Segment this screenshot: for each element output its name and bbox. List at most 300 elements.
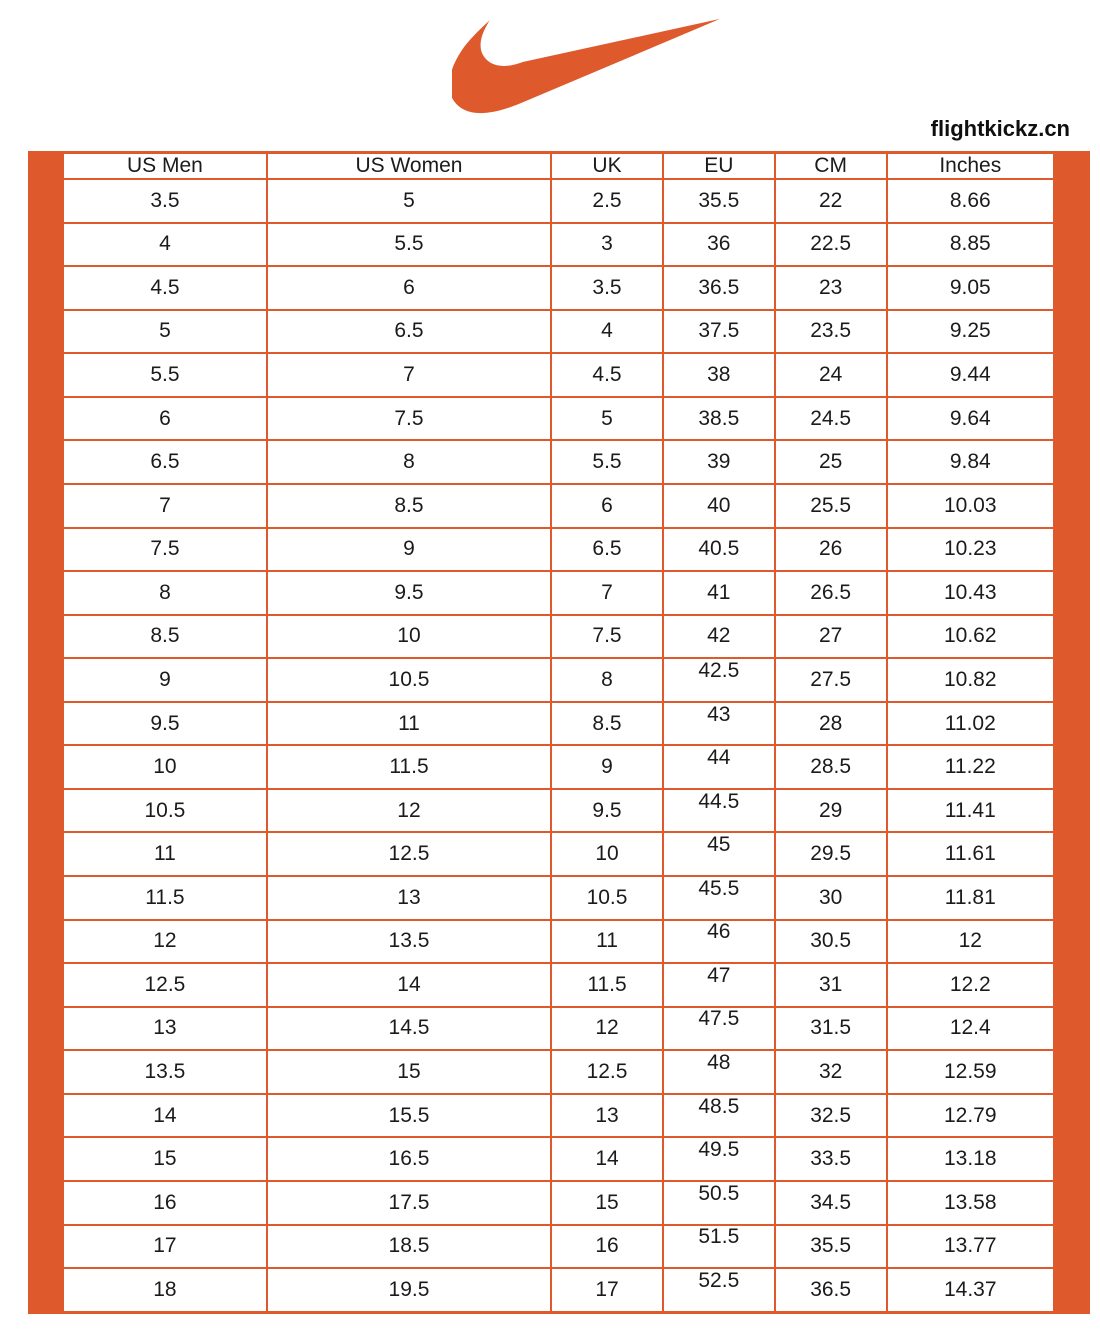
table-row: [63, 963, 1055, 1007]
table-cell: [551, 789, 663, 833]
table-cell: [887, 571, 1055, 615]
cell-value: 6.5: [592, 537, 622, 561]
table-cell: [63, 1268, 267, 1312]
cell-value: 29: [818, 798, 843, 822]
cell-value: 13: [397, 885, 421, 909]
table-row: [63, 1007, 1055, 1051]
cell-value: 14: [595, 1147, 619, 1171]
cell-value: 9.05: [949, 275, 991, 299]
cell-value: 9.5: [150, 711, 180, 735]
cell-value: 7: [601, 580, 613, 604]
cell-value: 9.5: [592, 798, 622, 822]
table-cell: [63, 484, 267, 528]
table-row: [63, 1137, 1055, 1181]
table-cell: [267, 876, 551, 920]
table-cell: [63, 1050, 267, 1094]
cell-value: 11.5: [389, 755, 429, 779]
table-cell: [887, 397, 1055, 441]
table-cell: [775, 310, 887, 354]
table-cell: [663, 397, 775, 441]
cell-value: 7.5: [150, 537, 180, 561]
cell-value: 44: [707, 746, 731, 770]
header-row: [63, 153, 1055, 180]
table-row: [63, 615, 1055, 659]
table-cell: [551, 1050, 663, 1094]
cell-value: 22: [818, 188, 843, 212]
table-cell: [63, 266, 267, 310]
cell-value: 27.5: [810, 667, 852, 691]
cell-value: 43: [707, 702, 731, 726]
table-cell: [63, 179, 267, 223]
table-cell: [775, 179, 887, 223]
table-cell: [267, 179, 551, 223]
cell-value: 13.77: [943, 1234, 997, 1258]
size-conversion-table: [61, 151, 1056, 1314]
cell-value: 15: [595, 1190, 619, 1214]
table-cell: [267, 1268, 551, 1312]
table-cell: [775, 702, 887, 746]
cell-value: 14.37: [943, 1278, 997, 1302]
cell-value: 14.5: [388, 1016, 430, 1040]
cell-value: 5.5: [592, 450, 622, 474]
table-cell: [887, 876, 1055, 920]
table-cell: [775, 615, 887, 659]
cell-value: 40.5: [698, 537, 740, 561]
table-cell: [63, 528, 267, 572]
cell-value: 4.5: [592, 363, 622, 387]
cell-value: 8: [601, 667, 613, 691]
cell-value: 11.61: [944, 842, 996, 866]
table-cell: [887, 1181, 1055, 1225]
cell-value: 10.82: [943, 667, 997, 691]
nike-swoosh-path: [452, 19, 720, 113]
column-header-eu: EU: [663, 153, 775, 180]
column-header-us-men: US Men: [63, 153, 267, 180]
table-cell: [267, 1225, 551, 1269]
table-cell: [551, 223, 663, 267]
cell-value: 47: [707, 963, 731, 987]
table-cell: [775, 1094, 887, 1138]
table-cell: [663, 528, 775, 572]
table-cell: [267, 702, 551, 746]
table-cell: [775, 571, 887, 615]
cell-value: 6.5: [394, 319, 424, 343]
cell-value: 13.18: [943, 1147, 997, 1171]
table-cell: [775, 440, 887, 484]
cell-value: 12.79: [943, 1103, 997, 1127]
table-cell: [663, 1181, 775, 1225]
table-row: [63, 1094, 1055, 1138]
cell-value: 5: [159, 319, 171, 343]
table-cell: [551, 1225, 663, 1269]
table-cell: [551, 1268, 663, 1312]
cell-value: 10.23: [943, 537, 997, 561]
table-cell: [887, 528, 1055, 572]
table-cell: [887, 223, 1055, 267]
cell-value: 3: [601, 232, 613, 256]
cell-value: 48.5: [698, 1094, 740, 1118]
table-cell: [551, 745, 663, 789]
cell-value: 48: [707, 1051, 731, 1075]
table-cell: [63, 1181, 267, 1225]
table-cell: [887, 963, 1055, 1007]
cell-value: 25: [818, 450, 843, 474]
cell-value: 12.4: [949, 1016, 991, 1040]
table-cell: [551, 571, 663, 615]
table-cell: [267, 484, 551, 528]
table-cell: [663, 179, 775, 223]
table-cell: [551, 440, 663, 484]
table-cell: [887, 1050, 1055, 1094]
cell-value: 32: [818, 1060, 843, 1084]
table-cell: [775, 658, 887, 702]
cell-value: 10: [153, 755, 177, 779]
cell-value: 9.44: [949, 363, 991, 387]
cell-value: 50.5: [698, 1181, 740, 1205]
table-cell: [663, 1007, 775, 1051]
right-accent-bar: [1056, 151, 1090, 1314]
cell-value: 8.5: [592, 711, 622, 735]
table-cell: [887, 1225, 1055, 1269]
table-cell: [267, 1094, 551, 1138]
table-cell: [887, 310, 1055, 354]
cell-value: 17: [595, 1278, 619, 1302]
cell-value: 10: [595, 842, 619, 866]
cell-value: 6: [403, 275, 415, 299]
table-cell: [551, 963, 663, 1007]
cell-value: 36.5: [698, 275, 740, 299]
table-cell: [551, 702, 663, 746]
cell-value: 18.5: [388, 1234, 430, 1258]
table-cell: [63, 1094, 267, 1138]
table-row: [63, 658, 1055, 702]
table-cell: [887, 353, 1055, 397]
table-cell: [775, 1050, 887, 1094]
table-cell: [551, 615, 663, 659]
table-cell: [267, 1050, 551, 1094]
table-cell: [775, 484, 887, 528]
cell-value: 36: [707, 232, 731, 256]
table-cell: [775, 528, 887, 572]
cell-value: 17.5: [388, 1190, 430, 1214]
cell-value: 16: [595, 1234, 619, 1258]
table-cell: [267, 223, 551, 267]
table-cell: [663, 876, 775, 920]
size-chart-band: [28, 151, 1090, 1314]
table-cell: [63, 440, 267, 484]
cell-value: 14: [397, 972, 421, 996]
cell-value: 7: [403, 363, 415, 387]
table-row: [63, 1181, 1055, 1225]
cell-value: 26.5: [810, 580, 852, 604]
table-cell: [63, 920, 267, 964]
table-cell: [63, 658, 267, 702]
cell-value: 8.5: [394, 493, 424, 517]
table-row: [63, 310, 1055, 354]
cell-value: 45.5: [698, 876, 740, 900]
cell-value: 5: [403, 188, 415, 212]
table-cell: [887, 484, 1055, 528]
cell-value: 11: [596, 929, 618, 953]
cell-value: 33.5: [810, 1147, 852, 1171]
table-row: [63, 876, 1055, 920]
table-cell: [267, 832, 551, 876]
cell-value: 11.41: [944, 798, 996, 822]
cell-value: 12: [595, 1016, 619, 1040]
table-row: [63, 832, 1055, 876]
table-cell: [663, 1268, 775, 1312]
table-cell: [663, 440, 775, 484]
cell-value: 3.5: [150, 188, 180, 212]
table-cell: [663, 615, 775, 659]
table-cell: [887, 832, 1055, 876]
table-cell: [63, 353, 267, 397]
table-cell: [887, 920, 1055, 964]
table-cell: [887, 789, 1055, 833]
cell-value: 24.5: [810, 406, 852, 430]
table-row: [63, 266, 1055, 310]
table-cell: [663, 571, 775, 615]
cell-value: 12: [958, 929, 982, 953]
cell-value: 23: [818, 275, 843, 299]
cell-value: 23.5: [810, 319, 852, 343]
table-cell: [63, 223, 267, 267]
cell-value: 30.5: [810, 929, 852, 953]
table-cell: [551, 528, 663, 572]
table-cell: [551, 1181, 663, 1225]
table-cell: [63, 963, 267, 1007]
cell-value: 11.22: [944, 755, 996, 779]
cell-value: 9.84: [949, 450, 991, 474]
cell-value: 11.5: [145, 885, 185, 909]
table-cell: [63, 571, 267, 615]
table-cell: [775, 1007, 887, 1051]
table-row: [63, 397, 1055, 441]
table-cell: [775, 876, 887, 920]
cell-value: 28: [818, 711, 843, 735]
column-header-uk: UK: [551, 153, 663, 180]
table-row: [63, 571, 1055, 615]
table-cell: [775, 963, 887, 1007]
table-cell: [775, 266, 887, 310]
table-cell: [63, 1137, 267, 1181]
cell-value: 27: [818, 624, 843, 648]
table-cell: [551, 1007, 663, 1051]
table-row: [63, 528, 1055, 572]
cell-value: 16.5: [388, 1147, 430, 1171]
cell-value: 5.5: [150, 363, 180, 387]
cell-value: 9: [403, 537, 415, 561]
cell-value: 4: [601, 319, 613, 343]
table-cell: [267, 1181, 551, 1225]
table-cell: [551, 310, 663, 354]
table-cell: [267, 266, 551, 310]
table-cell: [267, 440, 551, 484]
cell-value: 41: [707, 580, 731, 604]
cell-value: 12.59: [943, 1060, 997, 1084]
column-header-inches: Inches: [887, 153, 1055, 180]
cell-value: 31.5: [810, 1016, 852, 1040]
cell-value: 13.5: [144, 1060, 186, 1084]
cell-value: 6.5: [150, 450, 180, 474]
table-cell: [63, 702, 267, 746]
cell-value: 17: [153, 1234, 177, 1258]
cell-value: 8: [159, 580, 171, 604]
cell-value: 5.5: [394, 232, 424, 256]
cell-value: 13.5: [388, 929, 430, 953]
table-cell: [663, 1050, 775, 1094]
table-cell: [63, 397, 267, 441]
table-cell: [775, 1268, 887, 1312]
table-cell: [267, 789, 551, 833]
cell-value: 32.5: [810, 1103, 852, 1127]
site-url: flightkickz.cn: [930, 116, 1070, 141]
cell-value: 29.5: [810, 842, 852, 866]
table-row: [63, 920, 1055, 964]
cell-value: 11.81: [944, 885, 996, 909]
cell-value: 10: [397, 624, 421, 648]
table-cell: [887, 615, 1055, 659]
table-cell: [887, 1268, 1055, 1312]
table-row: [63, 484, 1055, 528]
column-header-cm: CM: [775, 153, 887, 180]
table-cell: [887, 440, 1055, 484]
table-cell: [63, 789, 267, 833]
table-cell: [267, 353, 551, 397]
table-cell: [551, 484, 663, 528]
table-row: [63, 440, 1055, 484]
table-cell: [663, 832, 775, 876]
table-row: [63, 789, 1055, 833]
table-cell: [887, 1094, 1055, 1138]
cell-value: 8.85: [949, 232, 991, 256]
table-cell: [551, 876, 663, 920]
cell-value: 11.5: [587, 972, 627, 996]
cell-value: 12: [153, 929, 177, 953]
table-cell: [775, 1181, 887, 1225]
table-cell: [775, 223, 887, 267]
table-cell: [267, 920, 551, 964]
table-cell: [551, 658, 663, 702]
table-cell: [775, 397, 887, 441]
table-cell: [267, 397, 551, 441]
table-cell: [267, 571, 551, 615]
cell-value: 26: [818, 537, 843, 561]
table-row: [63, 745, 1055, 789]
cell-value: 8.66: [949, 188, 991, 212]
cell-value: 8: [403, 450, 415, 474]
cell-value: 10.5: [144, 798, 186, 822]
table-cell: [887, 658, 1055, 702]
cell-value: 13.58: [943, 1190, 997, 1214]
table-cell: [267, 745, 551, 789]
table-cell: [551, 179, 663, 223]
table-row: [63, 353, 1055, 397]
table-cell: [775, 920, 887, 964]
cell-value: 11.02: [944, 711, 996, 735]
cell-value: 2.5: [592, 188, 622, 212]
left-accent-bar: [28, 151, 61, 1314]
table-cell: [551, 832, 663, 876]
cell-value: 47.5: [698, 1007, 740, 1031]
table-cell: [775, 353, 887, 397]
cell-value: 36.5: [810, 1278, 852, 1302]
cell-value: 13: [153, 1016, 177, 1040]
cell-value: 7.5: [394, 406, 424, 430]
table-cell: [551, 353, 663, 397]
cell-value: 9: [159, 667, 171, 691]
cell-value: 10.43: [943, 580, 997, 604]
table-cell: [267, 963, 551, 1007]
cell-value: 37.5: [698, 319, 740, 343]
cell-value: 12.2: [949, 972, 991, 996]
cell-value: 9.5: [394, 580, 424, 604]
table-cell: [63, 745, 267, 789]
table-cell: [887, 745, 1055, 789]
cell-value: 30: [818, 885, 843, 909]
cell-value: 42: [707, 624, 731, 648]
table-cell: [775, 832, 887, 876]
table-cell: [663, 353, 775, 397]
cell-value: 13: [595, 1103, 619, 1127]
cell-value: 19.5: [388, 1278, 430, 1302]
table-cell: [887, 1007, 1055, 1051]
cell-value: 6: [601, 493, 613, 517]
table-cell: [267, 1137, 551, 1181]
cell-value: 25.5: [810, 493, 852, 517]
table-cell: [887, 702, 1055, 746]
cell-value: 44.5: [698, 789, 740, 813]
cell-value: 12: [397, 798, 421, 822]
table-cell: [663, 1225, 775, 1269]
table-cell: [551, 1137, 663, 1181]
table-cell: [775, 1225, 887, 1269]
table-cell: [267, 310, 551, 354]
table-cell: [267, 528, 551, 572]
table-cell: [551, 920, 663, 964]
cell-value: 12.5: [388, 842, 430, 866]
table-cell: [887, 266, 1055, 310]
cell-value: 39: [707, 450, 731, 474]
table-cell: [775, 1137, 887, 1181]
cell-value: 51.5: [698, 1225, 740, 1249]
table-cell: [663, 789, 775, 833]
cell-value: 9: [601, 755, 613, 779]
cell-value: 10.03: [943, 493, 997, 517]
table-cell: [267, 658, 551, 702]
cell-value: 38: [707, 363, 731, 387]
cell-value: 45: [707, 833, 731, 857]
table-cell: [887, 1137, 1055, 1181]
cell-value: 35.5: [810, 1234, 852, 1258]
table-cell: [267, 1007, 551, 1051]
table-row: [63, 179, 1055, 223]
cell-value: 14: [153, 1103, 177, 1127]
table-row: [63, 1225, 1055, 1269]
nike-swoosh-icon: [452, 18, 720, 114]
cell-value: 15: [153, 1147, 177, 1171]
table-cell: [551, 397, 663, 441]
cell-value: 46: [707, 920, 731, 944]
table-cell: [663, 702, 775, 746]
cell-value: 9.25: [949, 319, 991, 343]
cell-value: 10.62: [943, 624, 997, 648]
table-row: [63, 223, 1055, 267]
table-cell: [887, 179, 1055, 223]
column-header-us-women: US Women: [267, 153, 551, 180]
table-cell: [63, 310, 267, 354]
table-cell: [663, 1137, 775, 1181]
